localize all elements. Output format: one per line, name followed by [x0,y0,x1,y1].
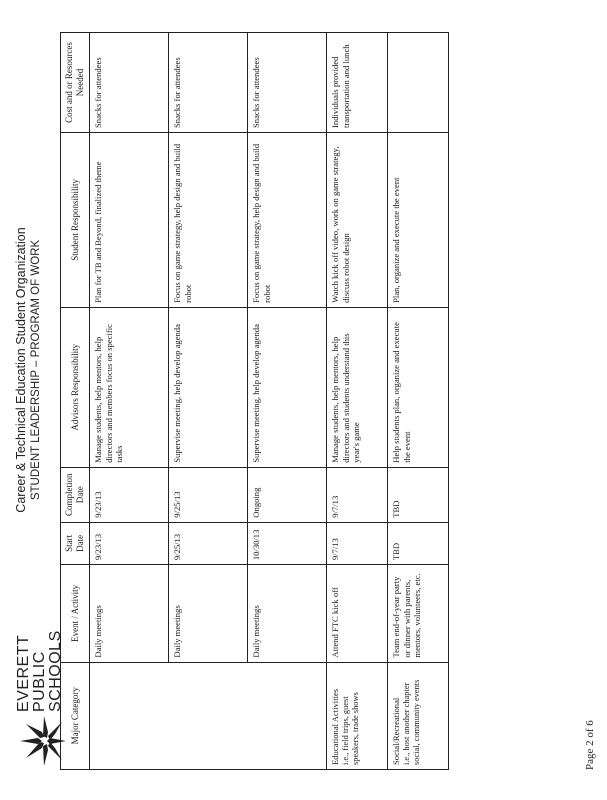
start-cell: 10/30/13 [248,522,327,564]
cost-cell [388,33,449,133]
student-cell: Focus on game strategy, help design and build robot [248,132,327,307]
cost-cell: Individuals provided transportation and lunch [327,33,388,133]
start-cell: 9/23/13 [90,522,169,564]
completion-cell: TBD [388,467,449,522]
advisor-cell: Supervise meeting, help develop agenda [248,307,327,467]
completion-cell: 9/7/13 [327,467,388,522]
table-header-row [61,33,90,770]
event-cell: Attend FTC kick off [327,565,388,662]
table-row [248,33,327,770]
col-header-major-category: Major Category [61,662,90,769]
col-header-completion: Completion Date [61,467,90,522]
logo-line-2: PUBLIC [31,651,48,712]
cost-cell: Snacks for attendees [169,33,248,133]
category-examples: i.e., host another chapter social, community events [401,679,421,765]
title-line-1: Career & Technical Education Student Organization [14,227,28,513]
col-header-start: Start Date [61,522,90,564]
event-cell: Daily meetings [169,565,248,662]
cost-cell: Snacks for attendees [248,33,327,133]
category-cell [327,662,388,769]
student-cell: Plan for TB and Beyond, finalized theme [90,132,169,307]
title-line-2: STUDENT LEADERSHIP – PROGRAM OF WORK [30,239,42,501]
completion-cell: 9/23/13 [90,467,169,522]
col-header-event: Event / Activity [61,565,90,662]
completion-cell: Ongoing [248,467,327,522]
table-row [388,33,449,770]
table-row [327,33,388,770]
page-number: Page 2 of 6 [584,720,596,770]
completion-cell: 9/25/13 [169,467,248,522]
program-of-work-table [60,32,449,770]
advisor-cell: Manage students, help mentors, help directors and students understand this year's game [327,307,388,467]
student-cell: Watch kick off video, work on game strategy, discuss robot design [327,132,388,307]
category-label: Social/Recreational [391,697,401,765]
advisor-cell: Help students plan, organize and execute the event [388,307,449,467]
category-examples: i.e., field trips, guest speakers, trade shows [340,692,360,765]
start-cell: 9/7/13 [327,522,388,564]
logo-wordmark [16,630,64,712]
table-row [90,33,169,770]
category-label: Educational Activities [330,688,340,765]
start-cell: 9/25/13 [169,522,248,564]
category-cell [388,662,449,769]
advisor-cell: Manage students, help mentors, help directors and members focus on specific tasks [90,307,169,467]
start-cell: TBD [388,522,449,564]
event-cell: Team end-of-year party or dinner with parents, mentors, volunteers, etc. [388,565,449,662]
event-cell: Daily meetings [90,565,169,662]
document-heading [14,110,43,630]
table-row [169,33,248,770]
advisor-cell: Supervise meeting, help develop agenda [169,307,248,467]
event-cell: Daily meetings [248,565,327,662]
student-cell: Plan, organize and execute the event [388,132,449,307]
cost-cell: Snacks for attendees [90,33,169,133]
col-header-cost: Cost and or Resources Needed [61,33,90,133]
logo-line-3: SCHOOLS [47,630,64,712]
logo-line-1: EVERETT [15,634,32,712]
col-header-student: Student Responsibility [61,132,90,307]
category-cell [90,662,327,769]
student-cell: Focus on game strategy, help design and build robot [169,132,248,307]
col-header-advisor: Advisors Responsibility [61,307,90,467]
